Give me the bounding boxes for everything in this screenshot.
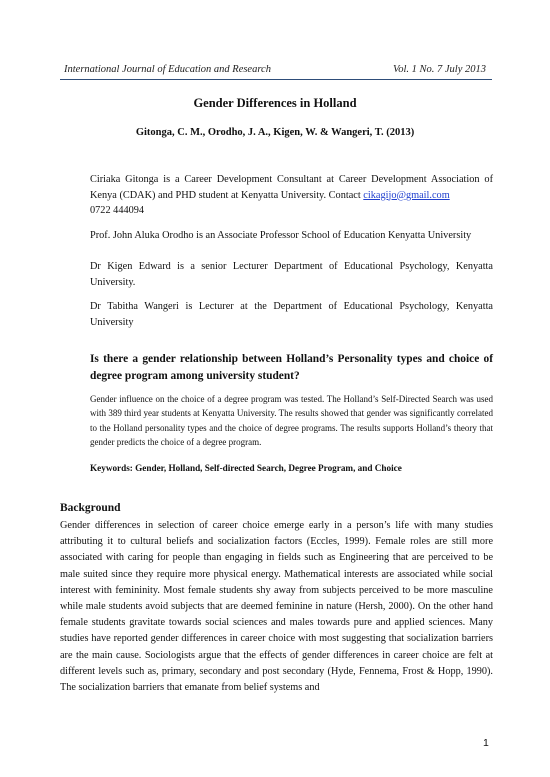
phone-number: 0722 444094 — [90, 205, 145, 216]
section-heading-background: Background — [60, 502, 121, 514]
abstract: Gender influence on the choice of a degree program was tested. The Holland’s Self-Directed Search was used with 389 third year students at Kenyatta University. The results showed that gender was significantly correlated to the Holland personality types and the choice of degree programs. The results supports Holland’s theory that gender predicts the choice of a degree program. — [90, 394, 493, 448]
page-number: 1 — [483, 737, 489, 749]
header-rule — [60, 79, 492, 80]
journal-name: International Journal of Education and Research — [64, 64, 271, 75]
running-header — [64, 64, 486, 75]
keywords: Keywords: Gender, Holland, Self-directed Search, Degree Program, and Choice — [90, 463, 402, 473]
email-link[interactable]: cikagijo@gmail.com — [363, 189, 450, 201]
bio-gitonga-text: Ciriaka Gitonga is a Career Development Consultant at Career Development Association of Kenya (CDAK) and PHD student at Kenyatta University. Contact — [90, 174, 493, 201]
background-paragraph: Gender differences in selection of career choice emerge early in a person’s life with many studies attributing it to cultural beliefs and socialization factors (Eccles, 1999). Female roles are still more associated with caring for people than engaging in fields such as Engineering that are perceived to be male suited since they require more physical energy. Mathematical interests are associated while social interest with femininity. Most female students shy away from subjects perceived to be more masculine while male students avoid subjects that are deemed feminine in nature (Hersh, 2000). On the other hand female students gravitate towards social sciences and males towards pure and applied sciences. Many studies have reported gender differences in career choice with most suggesting that socialization barriers are the main cause. Sociologists argue that the effects of gender differences in career choice are felt at different levels such as, primary, secondary and post secondary (Hyde, Fennema, Frost & Hopp, 1990). The socialization barriers that emanate from belief systems and — [60, 520, 493, 694]
volume-info: Vol. 1 No. 7 July 2013 — [392, 64, 486, 75]
bio-orodho: Prof. John Aluka Orodho is an Associate Professor School of Education Kenyatta University — [90, 230, 472, 241]
bio-wangeri: Dr Tabitha Wangeri is Lecturer at the Department of Educational Psychology, Kenyatta University — [90, 301, 493, 328]
author-list: Gitonga, C. M., Orodho, J. A., Kigen, W. & Wangeri, T. (2013) — [135, 127, 415, 138]
research-question: Is there a gender relationship between Holland’s Personality types and choice of degree program among university student? — [90, 353, 493, 382]
bio-gitonga — [90, 172, 493, 219]
paper-title: Gender Differences in Holland — [193, 96, 357, 110]
bio-kigen: Dr Kigen Edward is a senior Lecturer Department of Educational Psychology, Kenyatta University. — [90, 261, 493, 288]
